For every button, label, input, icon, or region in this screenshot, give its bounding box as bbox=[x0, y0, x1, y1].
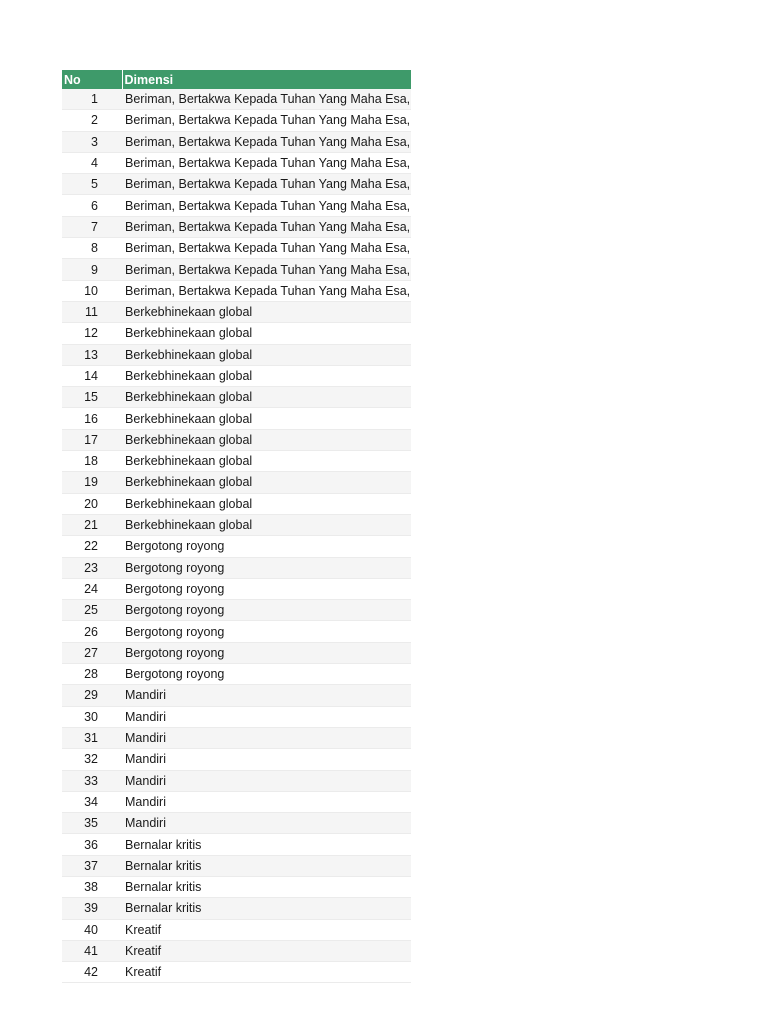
cell-no[interactable]: 8 bbox=[62, 238, 122, 259]
cell-dimensi[interactable]: Berkebhinekaan global bbox=[122, 323, 411, 344]
table-row bbox=[62, 834, 411, 855]
cell-no[interactable]: 10 bbox=[62, 280, 122, 301]
cell-dimensi[interactable]: Bergotong royong bbox=[122, 642, 411, 663]
cell-no[interactable]: 25 bbox=[62, 600, 122, 621]
table-row bbox=[62, 876, 411, 897]
table-row bbox=[62, 962, 411, 983]
cell-no[interactable]: 27 bbox=[62, 642, 122, 663]
table-row bbox=[62, 89, 411, 110]
cell-dimensi[interactable]: Berkebhinekaan global bbox=[122, 408, 411, 429]
spreadsheet bbox=[62, 70, 411, 983]
table-row bbox=[62, 280, 411, 301]
table-row bbox=[62, 898, 411, 919]
table-row bbox=[62, 301, 411, 322]
table-row bbox=[62, 387, 411, 408]
cell-dimensi[interactable]: Bernalar kritis bbox=[122, 855, 411, 876]
cell-dimensi[interactable]: Bergotong royong bbox=[122, 557, 411, 578]
cell-no[interactable]: 5 bbox=[62, 174, 122, 195]
header-row bbox=[62, 70, 411, 89]
cell-dimensi[interactable]: Beriman, Bertakwa Kepada Tuhan Yang Maha Esa, bbox=[122, 89, 411, 110]
table-row bbox=[62, 664, 411, 685]
cell-no[interactable]: 31 bbox=[62, 727, 122, 748]
cell-no[interactable]: 24 bbox=[62, 578, 122, 599]
cell-dimensi[interactable]: Bergotong royong bbox=[122, 621, 411, 642]
cell-dimensi[interactable]: Berkebhinekaan global bbox=[122, 493, 411, 514]
table-row bbox=[62, 323, 411, 344]
cell-no[interactable]: 22 bbox=[62, 536, 122, 557]
cell-no[interactable]: 4 bbox=[62, 152, 122, 173]
header-dimensi[interactable]: Dimensi bbox=[122, 70, 411, 89]
table-row bbox=[62, 536, 411, 557]
table-row bbox=[62, 642, 411, 663]
cell-no[interactable]: 39 bbox=[62, 898, 122, 919]
cell-dimensi[interactable]: Mandiri bbox=[122, 791, 411, 812]
table-row bbox=[62, 429, 411, 450]
cell-no[interactable]: 6 bbox=[62, 195, 122, 216]
table-body bbox=[62, 89, 411, 983]
table-row bbox=[62, 621, 411, 642]
cell-dimensi[interactable]: Bernalar kritis bbox=[122, 834, 411, 855]
table-row bbox=[62, 578, 411, 599]
cell-dimensi[interactable]: Beriman, Bertakwa Kepada Tuhan Yang Maha Esa, bbox=[122, 238, 411, 259]
cell-dimensi[interactable]: Bergotong royong bbox=[122, 600, 411, 621]
cell-dimensi[interactable]: Bernalar kritis bbox=[122, 898, 411, 919]
table-row bbox=[62, 174, 411, 195]
cell-dimensi[interactable]: Beriman, Bertakwa Kepada Tuhan Yang Maha Esa, bbox=[122, 280, 411, 301]
cell-no[interactable]: 28 bbox=[62, 664, 122, 685]
cell-dimensi[interactable]: Beriman, Bertakwa Kepada Tuhan Yang Maha Esa, bbox=[122, 259, 411, 280]
cell-dimensi[interactable]: Mandiri bbox=[122, 706, 411, 727]
cell-dimensi[interactable]: Mandiri bbox=[122, 749, 411, 770]
cell-no[interactable]: 3 bbox=[62, 131, 122, 152]
table-row bbox=[62, 131, 411, 152]
table-row bbox=[62, 791, 411, 812]
cell-dimensi[interactable]: Berkebhinekaan global bbox=[122, 451, 411, 472]
cell-no[interactable]: 19 bbox=[62, 472, 122, 493]
cell-no[interactable]: 20 bbox=[62, 493, 122, 514]
cell-no[interactable]: 41 bbox=[62, 940, 122, 961]
cell-no[interactable]: 29 bbox=[62, 685, 122, 706]
table-row bbox=[62, 706, 411, 727]
cell-dimensi[interactable]: Beriman, Bertakwa Kepada Tuhan Yang Maha Esa, bbox=[122, 110, 411, 131]
cell-dimensi[interactable]: Beriman, Bertakwa Kepada Tuhan Yang Maha Esa, bbox=[122, 216, 411, 237]
header-no[interactable]: No bbox=[62, 70, 122, 89]
table-row bbox=[62, 408, 411, 429]
cell-no[interactable]: 14 bbox=[62, 365, 122, 386]
table-row bbox=[62, 514, 411, 535]
table-row bbox=[62, 727, 411, 748]
cell-dimensi[interactable]: Kreatif bbox=[122, 940, 411, 961]
cell-no[interactable]: 34 bbox=[62, 791, 122, 812]
table-row bbox=[62, 813, 411, 834]
cell-no[interactable]: 9 bbox=[62, 259, 122, 280]
cell-no[interactable]: 40 bbox=[62, 919, 122, 940]
cell-dimensi[interactable]: Kreatif bbox=[122, 919, 411, 940]
cell-no[interactable]: 17 bbox=[62, 429, 122, 450]
table-row bbox=[62, 451, 411, 472]
table-row bbox=[62, 216, 411, 237]
cell-dimensi[interactable]: Berkebhinekaan global bbox=[122, 429, 411, 450]
cell-no[interactable]: 23 bbox=[62, 557, 122, 578]
table-row bbox=[62, 472, 411, 493]
cell-dimensi[interactable]: Bergotong royong bbox=[122, 664, 411, 685]
cell-dimensi[interactable]: Berkebhinekaan global bbox=[122, 387, 411, 408]
cell-dimensi[interactable]: Berkebhinekaan global bbox=[122, 472, 411, 493]
cell-dimensi[interactable]: Kreatif bbox=[122, 962, 411, 983]
cell-no[interactable]: 2 bbox=[62, 110, 122, 131]
cell-no[interactable]: 37 bbox=[62, 855, 122, 876]
cell-no[interactable]: 32 bbox=[62, 749, 122, 770]
cell-dimensi[interactable]: Bergotong royong bbox=[122, 578, 411, 599]
cell-no[interactable]: 42 bbox=[62, 962, 122, 983]
cell-dimensi[interactable]: Beriman, Bertakwa Kepada Tuhan Yang Maha Esa, bbox=[122, 195, 411, 216]
cell-dimensi[interactable]: Mandiri bbox=[122, 770, 411, 791]
cell-dimensi[interactable]: Mandiri bbox=[122, 813, 411, 834]
table-row bbox=[62, 365, 411, 386]
cell-dimensi[interactable]: Mandiri bbox=[122, 685, 411, 706]
cell-dimensi[interactable]: Berkebhinekaan global bbox=[122, 301, 411, 322]
cell-no[interactable]: 1 bbox=[62, 89, 122, 110]
table-row bbox=[62, 493, 411, 514]
cell-dimensi[interactable]: Beriman, Bertakwa Kepada Tuhan Yang Maha Esa, bbox=[122, 131, 411, 152]
table-row bbox=[62, 110, 411, 131]
cell-no[interactable]: 15 bbox=[62, 387, 122, 408]
table-row bbox=[62, 919, 411, 940]
cell-no[interactable]: 13 bbox=[62, 344, 122, 365]
table-row bbox=[62, 600, 411, 621]
table-row bbox=[62, 770, 411, 791]
table-row bbox=[62, 749, 411, 770]
cell-dimensi[interactable]: Berkebhinekaan global bbox=[122, 365, 411, 386]
cell-no[interactable]: 36 bbox=[62, 834, 122, 855]
cell-no[interactable]: 7 bbox=[62, 216, 122, 237]
table-row bbox=[62, 557, 411, 578]
cell-dimensi[interactable]: Beriman, Bertakwa Kepada Tuhan Yang Maha Esa, bbox=[122, 174, 411, 195]
cell-no[interactable]: 21 bbox=[62, 514, 122, 535]
table-row bbox=[62, 685, 411, 706]
cell-dimensi[interactable]: Beriman, Bertakwa Kepada Tuhan Yang Maha Esa, bbox=[122, 152, 411, 173]
table-row bbox=[62, 195, 411, 216]
table-row bbox=[62, 259, 411, 280]
cell-dimensi[interactable]: Berkebhinekaan global bbox=[122, 344, 411, 365]
cell-no[interactable]: 35 bbox=[62, 813, 122, 834]
cell-dimensi[interactable]: Mandiri bbox=[122, 727, 411, 748]
cell-dimensi[interactable]: Bergotong royong bbox=[122, 536, 411, 557]
cell-no[interactable]: 30 bbox=[62, 706, 122, 727]
cell-no[interactable]: 18 bbox=[62, 451, 122, 472]
cell-dimensi[interactable]: Berkebhinekaan global bbox=[122, 514, 411, 535]
cell-no[interactable]: 33 bbox=[62, 770, 122, 791]
table-row bbox=[62, 344, 411, 365]
table-row bbox=[62, 855, 411, 876]
table-row bbox=[62, 152, 411, 173]
table-row bbox=[62, 940, 411, 961]
cell-no[interactable]: 26 bbox=[62, 621, 122, 642]
cell-no[interactable]: 11 bbox=[62, 301, 122, 322]
cell-no[interactable]: 16 bbox=[62, 408, 122, 429]
table-row bbox=[62, 238, 411, 259]
dimensi-table bbox=[62, 70, 411, 983]
cell-dimensi[interactable]: Bernalar kritis bbox=[122, 876, 411, 897]
cell-no[interactable]: 38 bbox=[62, 876, 122, 897]
cell-no[interactable]: 12 bbox=[62, 323, 122, 344]
